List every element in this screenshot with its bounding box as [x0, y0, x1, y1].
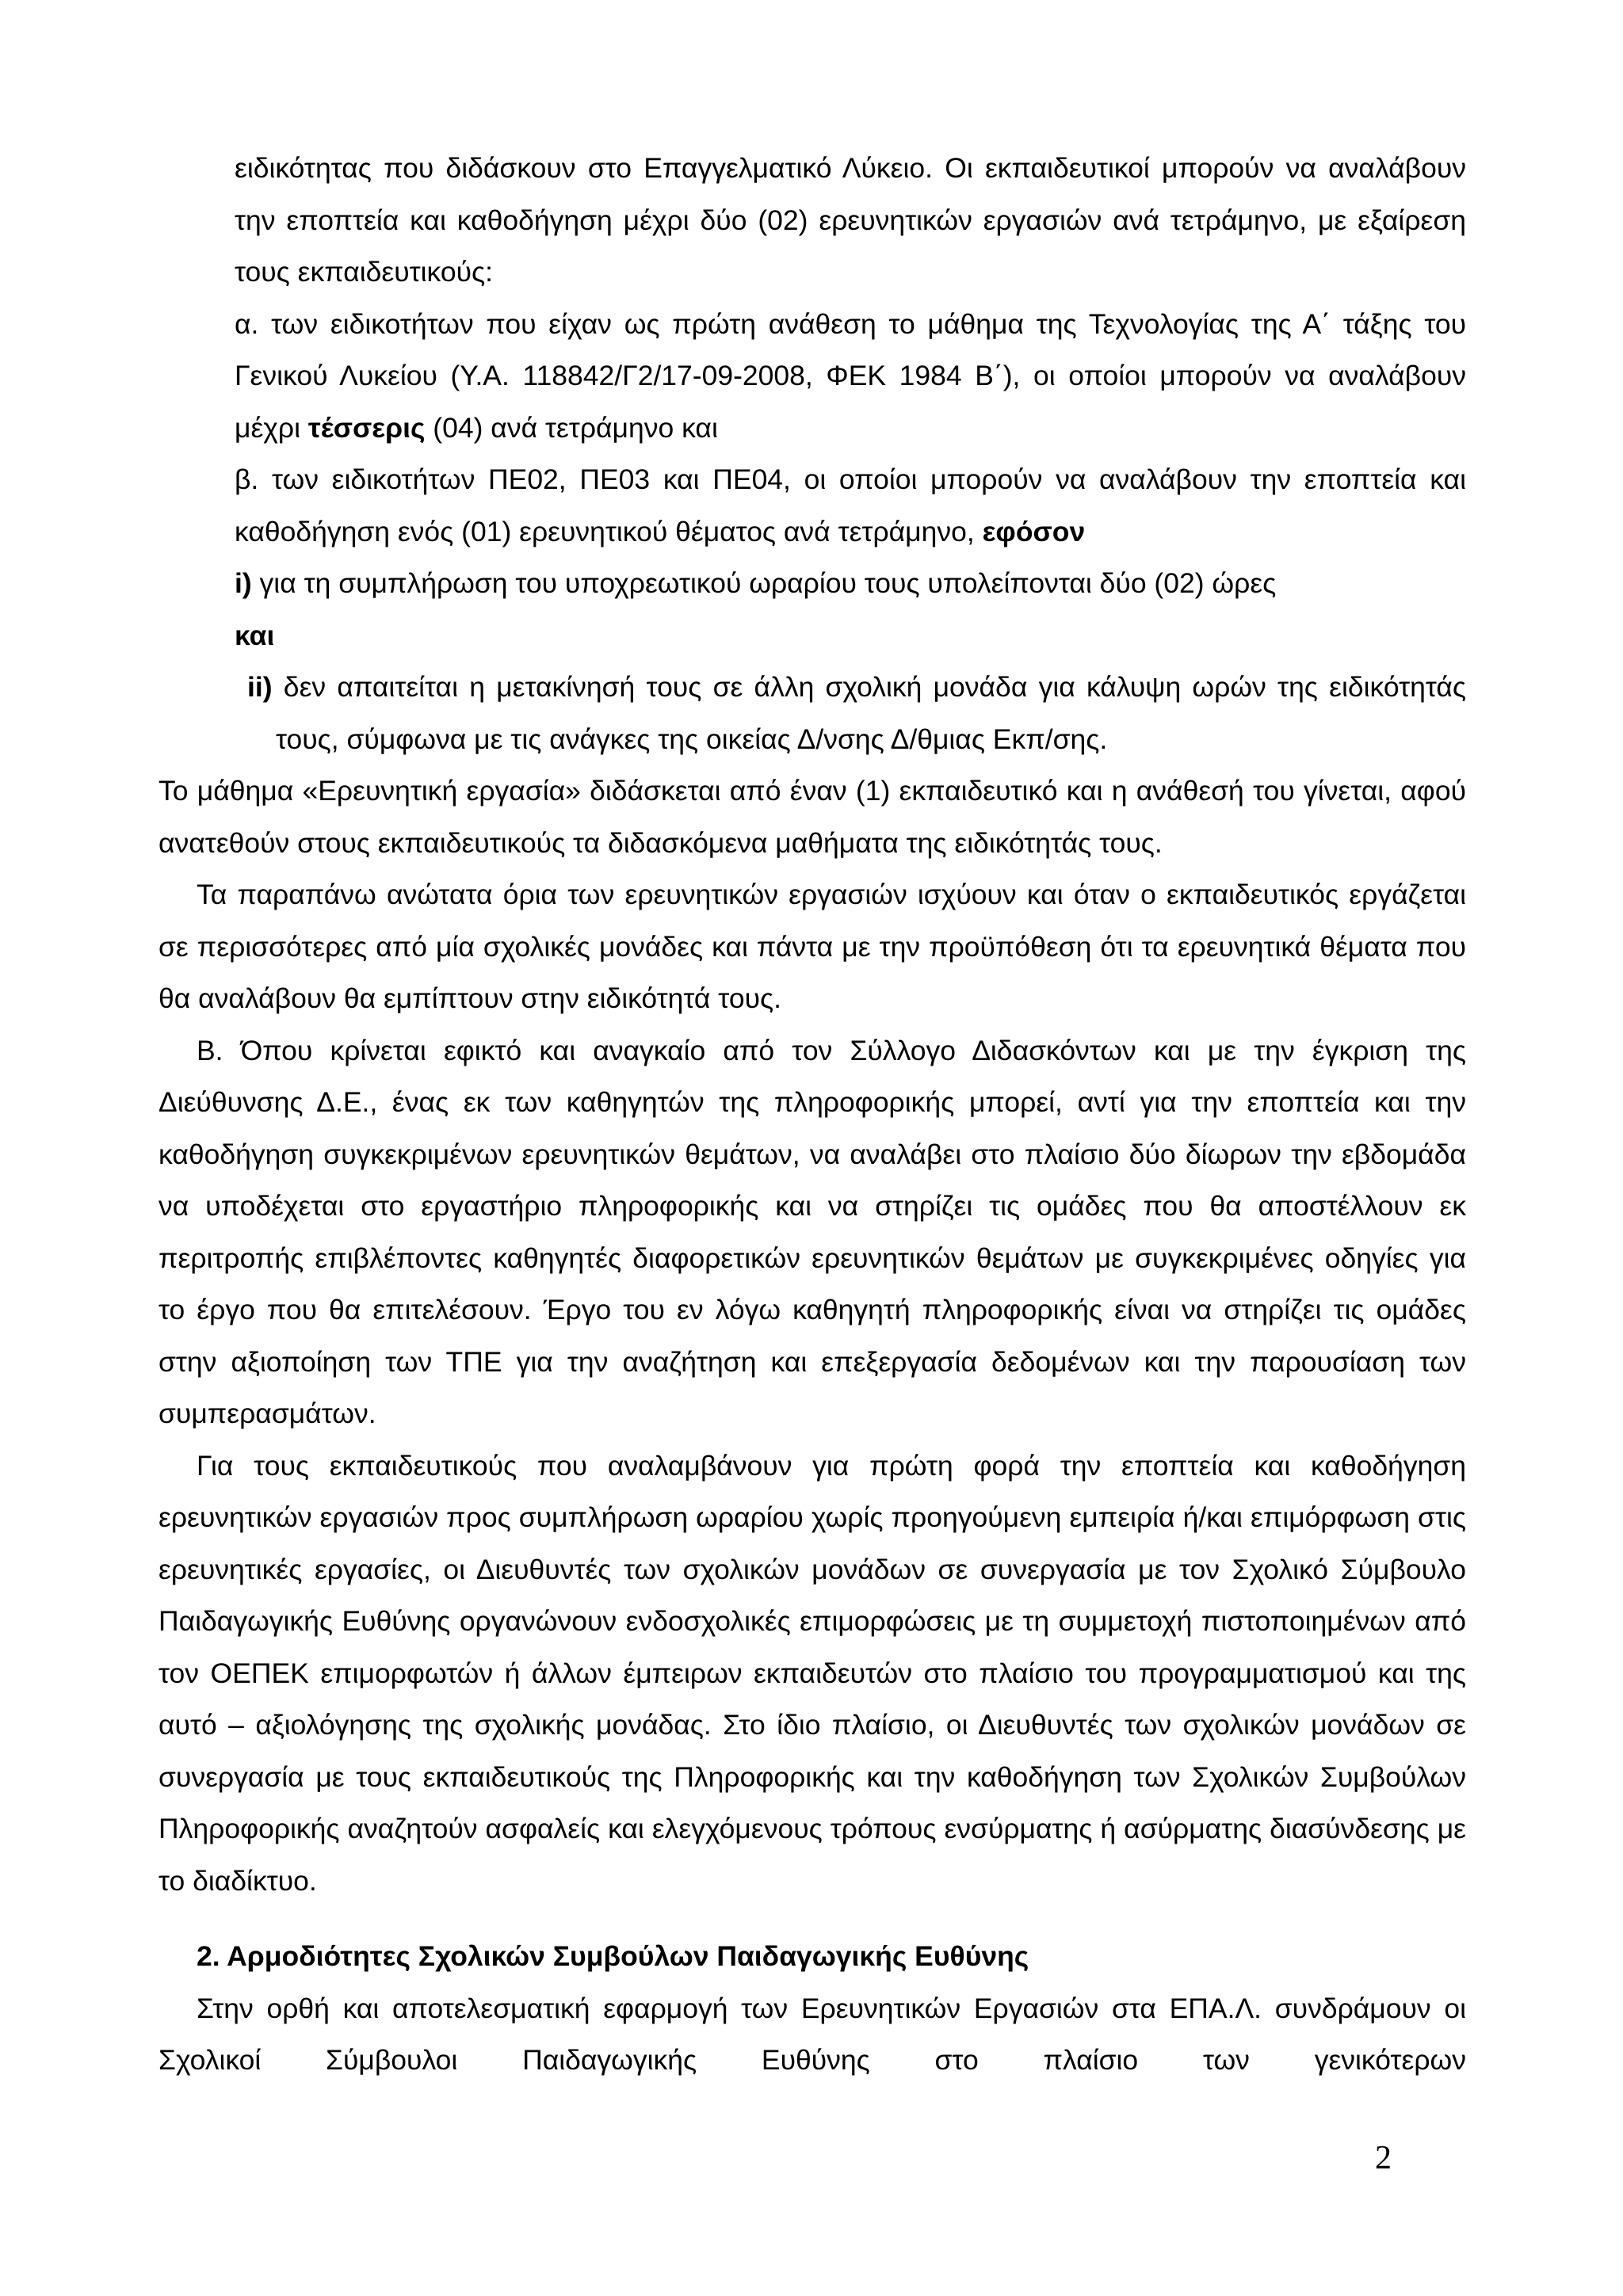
list-item-a-text: α. των ειδικοτήτων που είχαν ως πρώτη ανάθεση το μάθημα της Τεχνολογίας της Α΄ τάξης του Γενικού Λυκείου (Υ.Α. 118842/Γ2/17-09-2008, ΦΕΚ 1984 Β΄), οι οποίοι μπορούν να αναλάβουν μέχρι [235, 307, 1466, 444]
list-item-a [235, 299, 1466, 455]
paragraph-advisors: Στην ορθή και αποτελεσματική εφαρμογή των Ερευνητικών Εργασιών στα ΕΠΑ.Λ. συνδράμουν οι Σχολικοί Σύμβουλοι Παιδαγωγικής Ευθύνης στο πλαίσιο των γενικότερων [158, 1992, 1466, 2076]
condition-and: και [235, 619, 275, 651]
list-item-a-tail: (04) ανά τετράμηνο και [425, 411, 718, 444]
paragraph-b: Β. Όπου κρίνεται εφικτό και αναγκαίο από τον Σύλλογο Διδασκόντων και με την έγκριση της Διεύθυνσης Δ.Ε., ένας εκ των καθηγητών της πληροφορικής μπορεί, αντί για την εποπτεία και την καθοδήγηση συγκεκριμένων ερευνητικών θεμάτων, να αναλάβει στο πλαίσιο δύο δίωρων την εβδομάδα να υποδέχεται στο εργαστήριο πληροφορικής και να στηρίζει τις ομάδες που θα αποστέλλουν εκ περιτροπής επιβλέποντες καθηγητές διαφορετικών ερευνητικών θεμάτων με συγκεκριμένες οδηγίες για το έργο που θα επιτελέσουν. Έργο του εν λόγω καθηγητή πληροφορικής είναι να στηρίζει τις ομάδες στην αξιοποίηση των ΤΠΕ για την αναζήτηση και επεξεργασία δεδομένων και την παρουσίαση των συμπερασμάτων. [158, 1034, 1466, 1429]
condition-ii-text: δεν απαιτείται η μετακίνησή τους σε άλλη σχολική μονάδα για κάλυψη ωρών της ειδικότητάς τους, σύμφωνα με τις ανάγκες της οικείας Δ/νσης Δ/θμιας Εκπ/σης. [272, 671, 1466, 755]
list-item-b [235, 454, 1466, 558]
list-item-b-text: β. των ειδικοτήτων ΠΕ02, ΠΕ03 και ΠΕ04, οι οποίοι μπορούν να αναλάβουν την εποπτεία και καθοδήγηση ενός (01) ερευνητικού θέματος ανά τετράμηνο, [235, 463, 1466, 547]
condition-i [235, 558, 1466, 610]
section-heading: 2. Αρμοδιότητες Σχολικών Συμβούλων Παιδαγωγικής Ευθύνης [197, 1940, 1029, 1972]
document-body [158, 143, 1466, 2087]
paragraph-teacher: Το μάθημα «Ερευνητική εργασία» διδάσκεται από έναν (1) εκπαιδευτικό και η ανάθεσή του γίνεται, αφού ανατεθούν στους εκπαιδευτικούς τα διδασκόμενα μαθήματα της ειδικότητάς τους. [158, 775, 1466, 859]
condition-ii-label: ii) [247, 671, 273, 703]
paragraph-training: Για τους εκπαιδευτικούς που αναλαμβάνουν για πρώτη φορά την εποπτεία και καθοδήγηση ερευνητικών εργασιών προς συμπλήρωση ωραρίου χωρίς προηγούμενη εμπειρία ή/και επιμόρφωση στις ερευνητικές εργασίες, οι Διευθυντές των σχολικών μονάδων σε συνεργασία με τον Σχολικό Σύμβουλο Παιδαγωγικής Ευθύνης οργανώνουν ενδοσχολικές επιμορφώσεις με τη συμμετοχή πιστοποιημένων από τον ΟΕΠΕΚ επιμορφωτών ή άλλων έμπειρων εκπαιδευτών στο πλαίσιο του προγραμματισμού και της αυτό – αξιολόγησης της σχολικής μονάδας. Στο ίδιο πλαίσιο, οι Διευθυντές των σχολικών μονάδων σε συνεργασία με τους εκπαιδευτικούς της Πληροφορικής και την καθοδήγηση των Σχολικών Συμβούλων Πληροφορικής αναζητούν ασφαλείς και ελεγχόμενους τρόπους ενσύρματης ή ασύρματης διασύνδεσης με το διαδίκτυο. [158, 1449, 1466, 1897]
condition-i-text: για τη συμπλήρωση του υποχρεωτικού ωραρίου τους υπολείπονται δύο (02) ώρες [251, 567, 1277, 599]
paragraph-sub-a-intro: ειδικότητας που διδάσκουν στο Επαγγελματικό Λύκειο. Οι εκπαιδευτικοί μπορούν να αναλάβουν την εποπτεία και καθοδήγηση μέχρι δύο (02) ερευνητικών εργασιών ανά τετράμηνο, με εξαίρεση τους εκπαιδευτικούς: [235, 152, 1466, 288]
page-number: 2 [1375, 2140, 1392, 2176]
list-item-a-bold: τέσσερις [307, 411, 426, 444]
paragraph-limits: Τα παραπάνω ανώτατα όρια των ερευνητικών εργασιών ισχύουν και όταν ο εκπαιδευτικός εργάζεται σε περισσότερες από μία σχολικές μονάδες και πάντα με την προϋπόθεση ότι τα ερευνητικά θέματα που θα αναλάβουν θα εμπίπτουν στην ειδικότητά τους. [158, 879, 1466, 1014]
list-item-b-bold: εφόσον [982, 515, 1086, 547]
condition-i-label: i) [235, 567, 252, 599]
condition-ii [247, 662, 1466, 765]
